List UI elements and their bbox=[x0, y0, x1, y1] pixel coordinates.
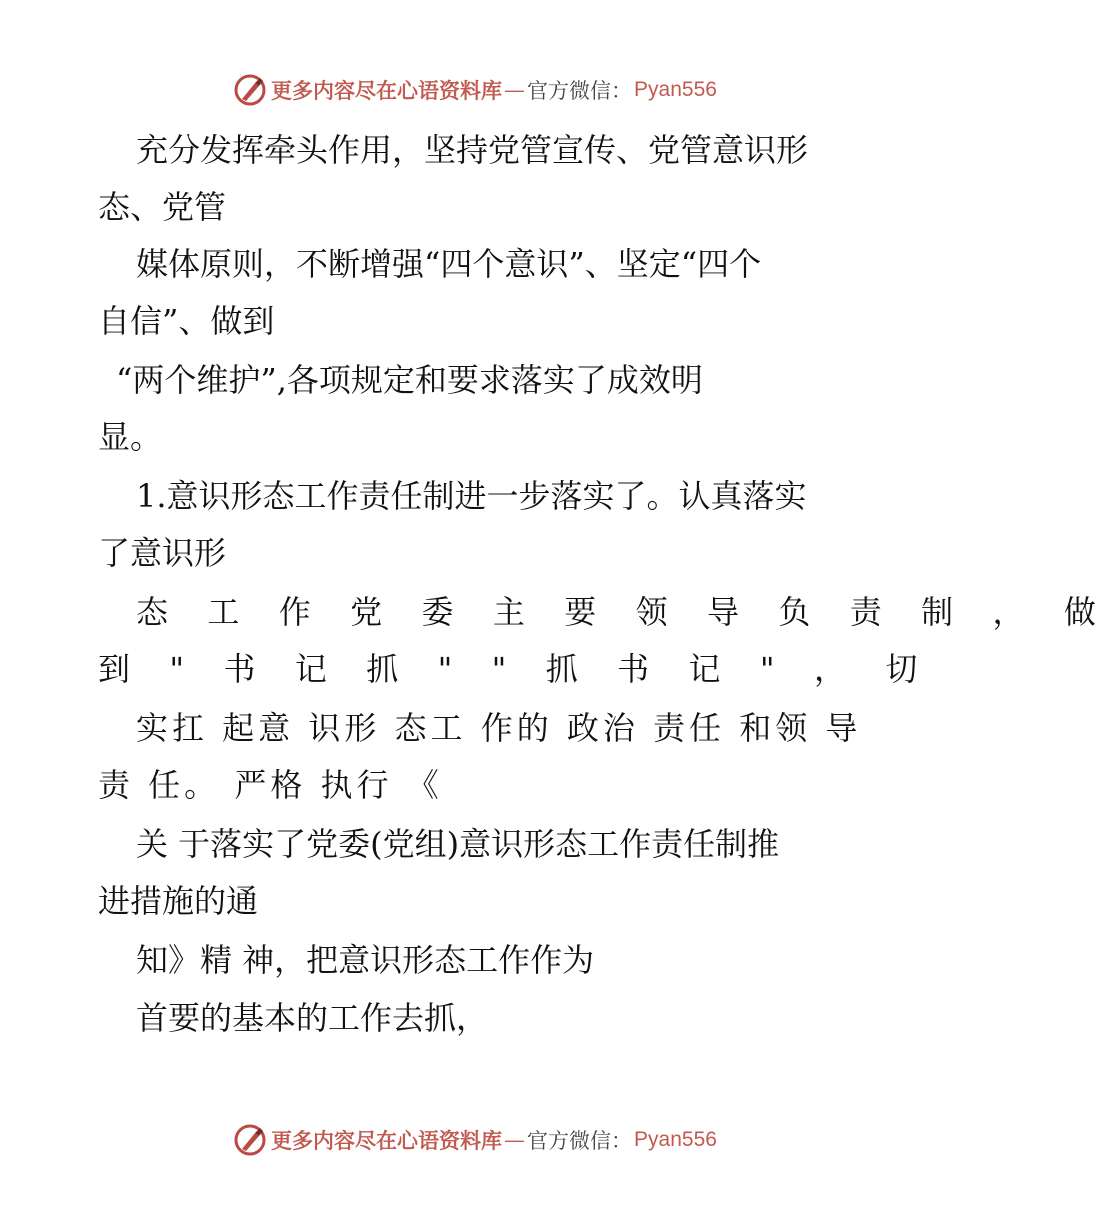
paragraph-3-line-1: “两个维护”,各项规定和要求落实了成效明 bbox=[116, 361, 703, 399]
watermark-wechat-id: Pyan556 bbox=[634, 78, 717, 101]
paragraph-2-line-1: 媒体原则，不断增强“四个意识”、坚定“四个 bbox=[136, 245, 762, 283]
paragraph-1-line-2: 态、党管 bbox=[98, 188, 227, 226]
paragraph-7-line-2: 进措施的通 bbox=[98, 882, 259, 920]
paragraph-7-line-1: 关 于落实了党委(党组)意识形态工作责任制推 bbox=[136, 825, 780, 863]
paragraph-4-line-2: 了意识形 bbox=[98, 534, 227, 572]
paragraph-3-line-2: 显。 bbox=[98, 418, 163, 456]
paragraph-8-line-1: 知》精 神，把意识形态工作作为 bbox=[136, 941, 595, 979]
header-watermark bbox=[0, 70, 950, 110]
paragraph-5-line-1: 态 工 作 党 委 主 要 领 导 负 责 制 ， 做 bbox=[136, 593, 1110, 631]
paragraph-4-line-1: 1.意识形态工作责任制进一步落实了。认真落实 bbox=[136, 477, 807, 515]
paragraph-1-line-1: 充分发挥牵头作用，坚持党管宣传、党管意识形 bbox=[136, 131, 809, 169]
paragraph-6-line-1: 实扛 起意 识形 态工 作的 政治 责任 和领 导 bbox=[136, 709, 862, 747]
footer-watermark bbox=[0, 1120, 950, 1160]
watermark-dash: — bbox=[504, 78, 526, 102]
pen-logo-icon bbox=[233, 73, 267, 107]
watermark-wechat-id: Pyan556 bbox=[634, 1128, 717, 1151]
watermark-main-text: 更多内容尽在心语资料库 bbox=[271, 1128, 503, 1153]
watermark-dash: — bbox=[504, 1128, 526, 1152]
watermark-official-label: 官方微信： bbox=[527, 79, 633, 103]
paragraph-9-line-1: 首要的基本的工作去抓， bbox=[136, 999, 489, 1037]
watermark-main-text: 更多内容尽在心语资料库 bbox=[271, 78, 503, 103]
paragraph-6-line-2: 责 任。 严格 执行 《 bbox=[98, 766, 443, 804]
watermark-official-label: 官方微信： bbox=[527, 1129, 633, 1153]
paragraph-5-line-2: 到 " 书 记 抓 " " 抓 书 记 " ， 切 bbox=[98, 650, 932, 688]
pen-logo-icon bbox=[233, 1123, 267, 1157]
paragraph-2-line-2: 自信”、做到 bbox=[98, 302, 275, 340]
